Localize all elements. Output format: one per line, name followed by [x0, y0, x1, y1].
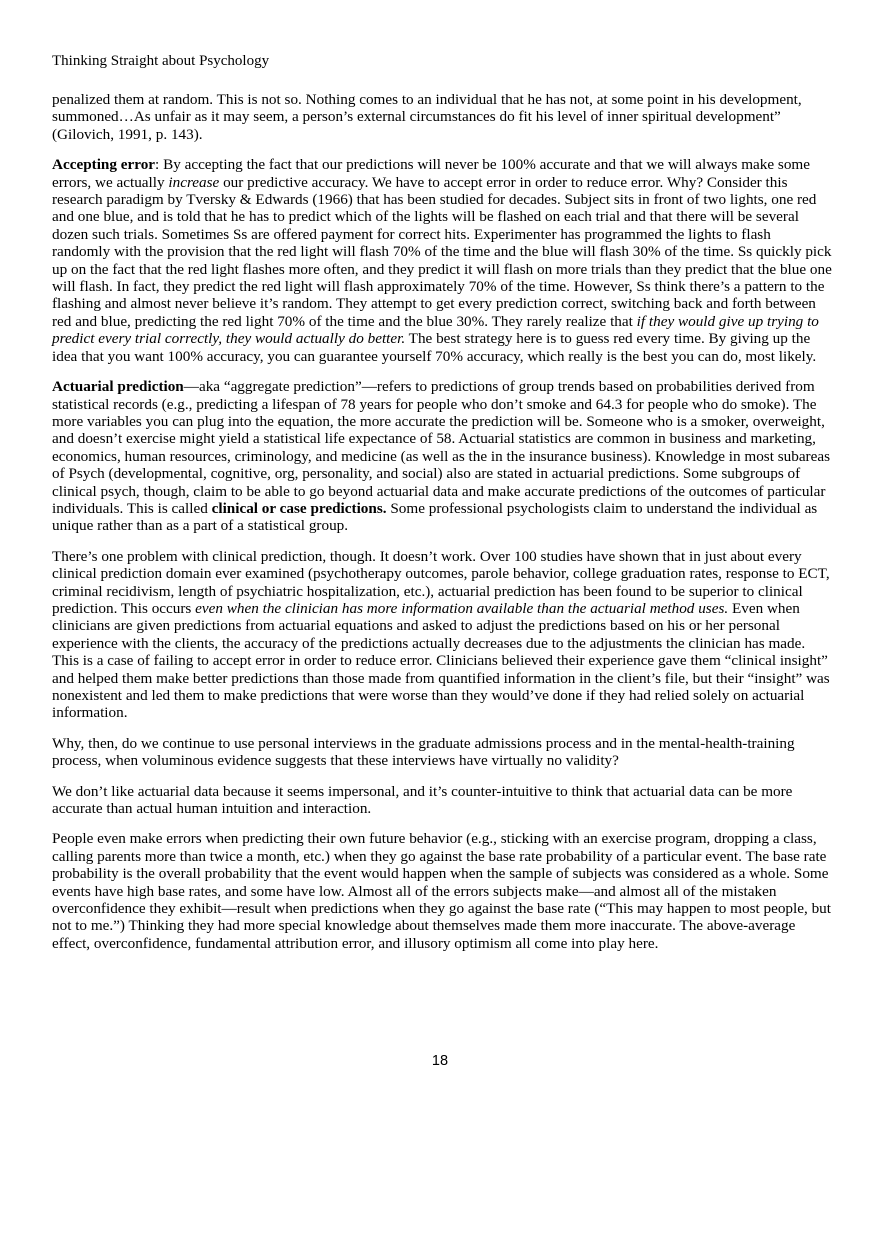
paragraph-accepting-error [52, 156, 832, 365]
paragraph-base-rate [52, 830, 832, 952]
paragraph-text: We don’t like actuarial data because it seems impersonal, and it’s counter-intuitive to think that actuarial data can be more accurate than actual human intuition and interaction. [52, 782, 793, 818]
term-actuarial-prediction: Actuarial prediction [52, 378, 184, 396]
term-clinical-prediction: clinical or case predictions. [211, 499, 387, 517]
paragraph-actuarial-dislike [52, 783, 832, 818]
term-accepting-error: Accepting error [52, 156, 156, 174]
paragraph-text: Even when clinicians are given predictions from actuarial equations and asked to adjust the predictions based on his or her personal experience with the clients, the accuracy of the predictions actually decreases due to the adjustments the clinician has made. This is a case of failing to accept error in order to reduce error. Clinicians believed their experience gave them “clinical insight” and helped them make better predictions than those made from quantified information in the client’s file, but their “insight” was nonexistent and led them to make predictions that were worse than they would’ve done if they had relied solely on actuarial information. [52, 599, 830, 722]
paragraph-text: : By accepting the fact that our predictions will never be 100% accurate and that we will always make some errors, we actually [52, 156, 810, 191]
paragraph-continuation [52, 91, 832, 143]
paragraph-text: People even make errors when predicting their own future behavior (e.g., sticking with an exercise program, dropping a class, calling parents more than twice a month, etc.) when they go against the base rate probability of a particular event. The base rate probability is the overall probability that the event would happen when the sample of subjects was considered as a whole. Some events have high base rates, and some have low. Almost all of the errors subjects make—and almost all of the mistaken overconfidence they exhibit—result when predictions when they go against the base rate (“This may happen to most people, but not to me.”) Thinking they had more special knowledge about themselves made them more inaccurate. The above-average effect, overconfidence, fundamental attribution error, and illusory optimism all come into play here. [52, 830, 831, 952]
emphasis-increase: increase [168, 173, 220, 191]
paragraph-text: our predictive accuracy. We have to accept error in order to reduce error. Why? Consider this research paradigm by Tversky & Edwards (1966) that has been studied for decades. Subject sits in front of two lights, one red and one blue, and is told that he has to predict which of the lights will be flashed on each trial and that there will be several dozen such trials. Sometimes Ss are offered payment for correct hits. Experimenter has programmed the lights to flash randomly with the provision that the red light will flash 70% of the time and the blue will flash 30% of the time. Ss quickly pick up on the fact that the red light flashes more often, and they predict it will flash on more trials than they predict that the blue one will flash. In fact, they predict the red light will flash approximately 70% of the time. However, Ss think there’s a pattern to the flashing and almost never believe it’s random. They attempt to get every prediction correct, switching back and forth between red and blue, predicting the red light 70% of the time and the blue 30%. They rarely realize that [52, 173, 832, 330]
paragraph-actuarial-prediction [52, 378, 832, 535]
body-text [52, 91, 832, 965]
emphasis-give-up: if they would give up trying to predict every trial correctly, they would actually do better. [52, 312, 819, 348]
page-number: 18 [431, 1053, 449, 1069]
paragraph-text: The best strategy here is to guess red every time. By giving up the idea that you want 100% accuracy, you can guarantee yourself 70% accuracy, which really is the best you can do, most likely. [52, 330, 817, 365]
paragraph-text: There’s one problem with clinical prediction, though. It doesn’t work. Over 100 studies have shown that in just about every clinical prediction domain ever examined (psychotherapy outcomes, parole behavior, college graduation rates, response to ECT, criminal recidivism, length of psychiatric hospitalization, etc.), actuarial prediction has been found to be superior to clinical prediction. This occurs [52, 547, 830, 617]
paragraph-text: penalized them at random. This is not so. Nothing comes to an individual that he has not, at some point in his development, summoned…As unfair as it may seem, a person’s external circumstances do fit his level of inner spiritual development” (Gilovich, 1991, p. 143). [52, 91, 802, 143]
paragraph-text: Why, then, do we continue to use personal interviews in the graduate admissions process and in the mental-health-training process, when voluminous evidence suggests that these interviews have virtually no validity? [52, 734, 795, 770]
paragraph-text: Some professional psychologists claim to understand the individual as unique rather than as a part of a statistical group. [52, 499, 818, 535]
paragraph-text: —aka “aggregate prediction”—refers to predictions of group trends based on probabilities derived from statistical records (e.g., predicting a lifespan of 78 years for people who don’t smoke and 64.3 for people who do smoke). The more variables you can plug into the equation, the more accurate the prediction will be. Someone who is a smoker, overweight, and doesn’t exercise might yield a statistical life expectance of 58. Actuarial statistics are common in business and marketing, economics, human resources, criminology, and medicine (as well as the in the insurance business). Knowledge in most subareas of Psych (developmental, cognitive, org, personality, and social) also are stated in actuarial predictions. Some subgroups of clinical psych, though, claim to be able to go beyond actuarial data and make accurate predictions of the outcomes of particular individuals. This is called [52, 378, 831, 517]
paragraph-clinical-prediction [52, 548, 832, 722]
emphasis-more-information: even when the clinician has more information available than the actuarial method uses. [195, 599, 729, 617]
paragraph-interviews [52, 735, 832, 770]
running-header: Thinking Straight about Psychology [52, 53, 270, 69]
